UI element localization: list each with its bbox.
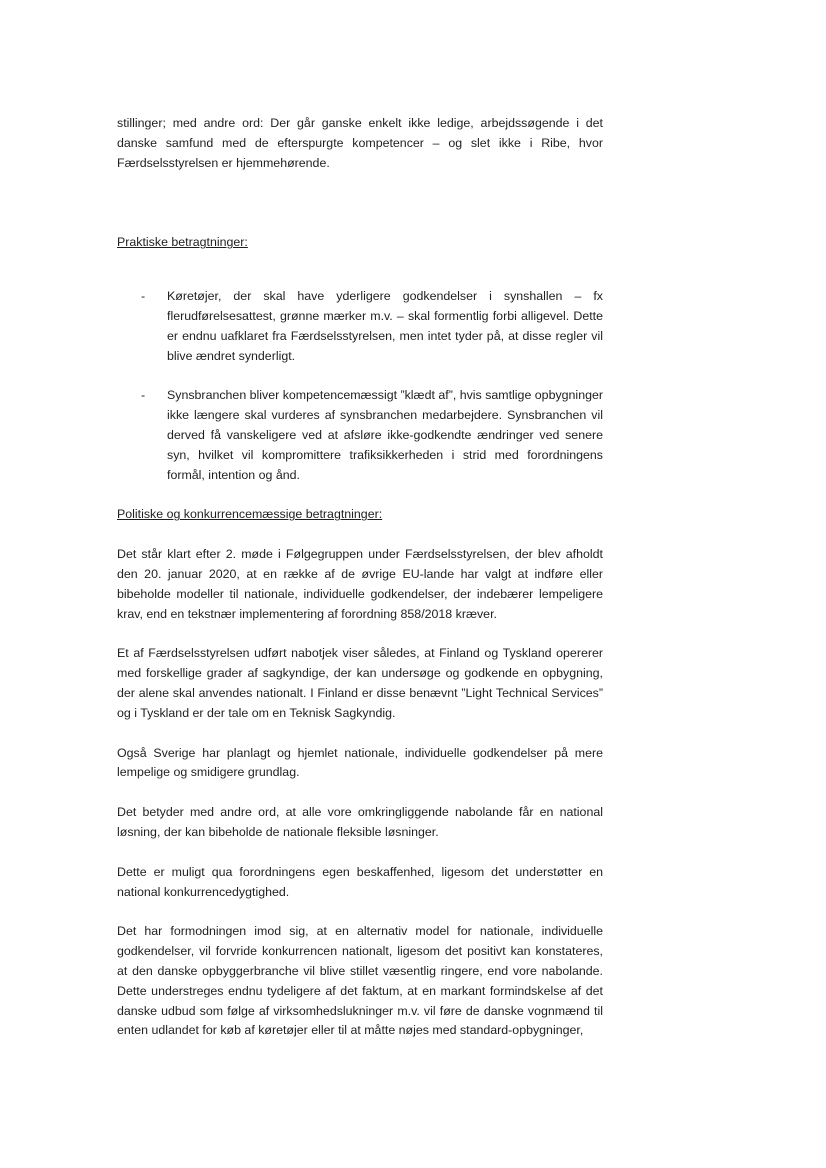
bullet-text: Synsbranchen bliver kompetencemæssigt ”klædt af”, hvis samtlige opbygninger ikke længere skal vurderes af synsbranchen medarbejdere. Synsbranchen vil derved få vanskeligere ved at afsløre ikke-godkendte ændringer ved senere syn, hvilket vil kompromittere trafiksikkerheden i strid med forordningens formål, intention og ånd. — [167, 388, 603, 482]
political-heading: Politiske og konkurrencemæssige betragtninger: — [117, 507, 383, 522]
paragraph: Det har formodningen imod sig, at en alternativ model for nationale, individuelle godkendelser, vil forvride konkurrencen nationalt, ligesom det positivt kan konstateres, at den danske opbyggerbranche vil blive stillet væsentlig ringere, end vore nabolande. Dette understreges endnu tydeligere af det faktum, at en markant formindskelse af det danske udbud som følge af virksomhedslukninger m.v. vil føre de danske vognmænd til enten udlandet for køb af køretøjer eller til at måtte nøjes med standard-opbygninger, — [117, 924, 603, 1038]
paragraph: Det står klart efter 2. møde i Følgegruppen under Færdselsstyrelsen, der blev afholdt den 20. januar 2020, at en række af de øvrige EU-lande har valgt at indføre eller bibeholde modeller til nationale, individuelle godkendelser, der indebærer lempeligere krav, end en tekstnær implementering af forordning 858/2018 kræver. — [117, 547, 603, 621]
bullet-dash: - — [141, 289, 146, 304]
practical-heading: Praktiske betragtninger: — [117, 235, 248, 250]
list-item — [117, 287, 603, 366]
paragraph: Det betyder med andre ord, at alle vore omkringliggende nabolande får en national løsning, der kan bibeholde de nationale fleksible løsninger. — [117, 805, 603, 839]
paragraph: Et af Færdselsstyrelsen udført nabotjek viser således, at Finland og Tyskland opererer med forskellige grader af sagkyndige, der kan undersøge og godkende en opbygning, der alene skal anvendes nationalt. I Finland er disse benævnt ”Light Technical Services” og i Tyskland er der tale om en Teknisk Sagkyndig. — [117, 646, 603, 720]
paragraph: Dette er muligt qua forordningens egen beskaffenhed, ligesom det understøtter en national konkurrencedygtighed. — [117, 864, 603, 899]
bullet-dash: - — [141, 388, 146, 403]
list-item — [117, 386, 603, 485]
intro-paragraph: stillinger; med andre ord: Der går ganske enkelt ikke ledige, arbejdssøgende i det danske samfund med de efterspurgte kompetencer – og slet ikke i Ribe, hvor Færdselsstyrelsen er hjemmehørende. — [117, 116, 603, 170]
practical-bullet-list — [117, 287, 603, 485]
paragraph: Også Sverige har planlagt og hjemlet nationale, individuelle godkendelser på mere lempelige og smidigere grundlag. — [117, 745, 603, 780]
document-body — [117, 114, 603, 1041]
bullet-text: Køretøjer, der skal have yderligere godkendelser i synshallen – fx flerudførelsesattest, grønne mærker m.v. – skal formentlig forbi alligevel. Dette er endnu uafklaret fra Færdselsstyrelsen, men intet tyder på, at disse regler vil blive ændret synderligt. — [167, 289, 603, 363]
